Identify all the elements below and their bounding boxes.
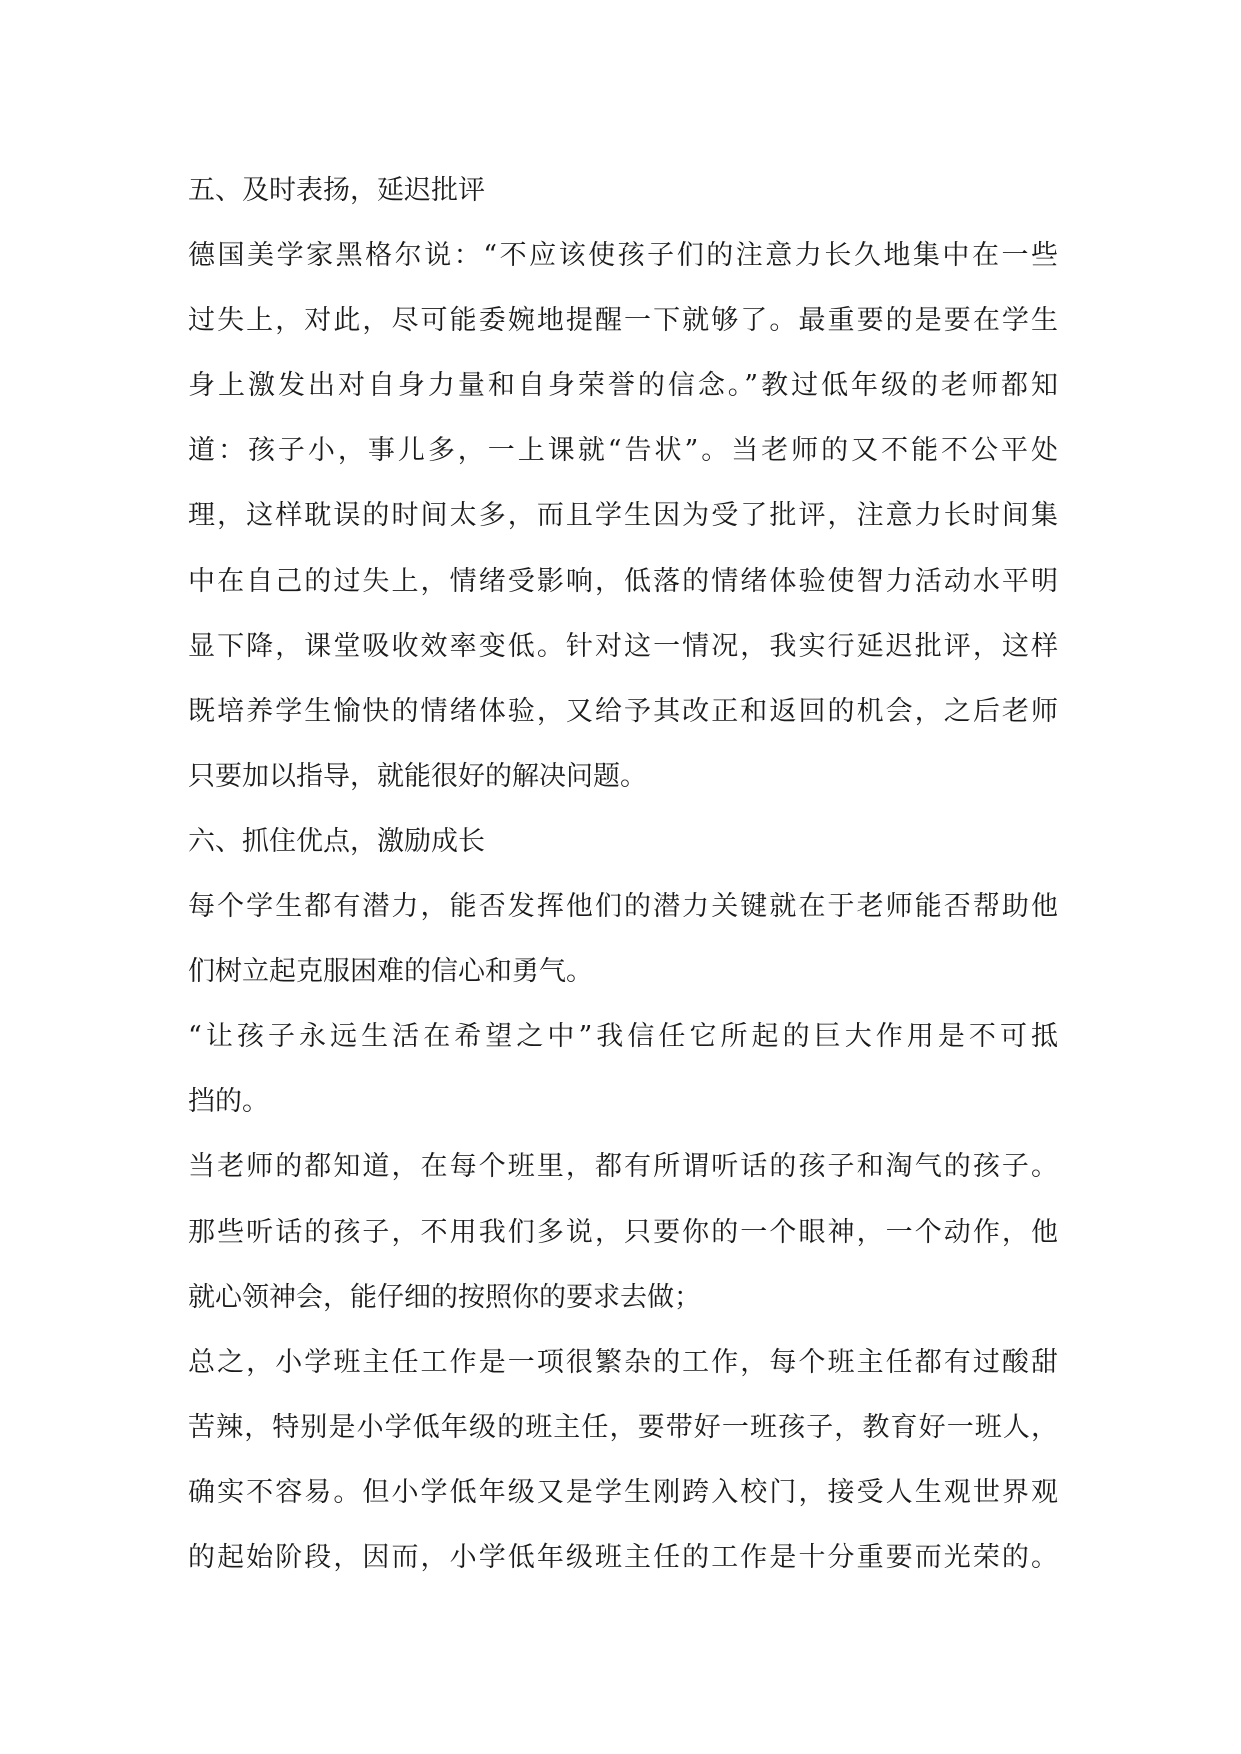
section-heading-6: 六、抓住优点，激励成长 (188, 825, 485, 857)
paragraph-line: 中在自己的过失上，情绪受影响，低落的情绪体验使智力活动水平明 (188, 565, 1058, 597)
section-heading-5: 五、及时表扬，延迟批评 (188, 175, 485, 206)
paragraph-line: 理，这样耽误的时间太多，而且学生因为受了批评，注意力长时间集 (188, 500, 1058, 532)
document-body (188, 158, 1058, 1590)
paragraph-line: 每个学生都有潜力，能否发挥他们的潜力关键就在于老师能否帮助他 (188, 891, 1058, 923)
paragraph-line: 既培养学生愉快的情绪体验，又给予其改正和返回的机会，之后老师 (188, 695, 1058, 727)
paragraph-line: 苦辣，特别是小学低年级的班主任，要带好一班孩子，教育好一班人， (188, 1411, 1058, 1443)
paragraph-line: 的起始阶段，因而，小学低年级班主任的工作是十分重要而光荣的。 (188, 1541, 1058, 1573)
paragraph-line: 过失上，对此，尽可能委婉地提醒一下就够了。最重要的是要在学生 (188, 305, 1058, 337)
paragraph-line: 当老师的都知道，在每个班里，都有所谓听话的孩子和淘气的孩子。 (188, 1151, 1058, 1183)
paragraph-line: “让孩子永远生活在希望之中”我信任它所起的巨大作用是不可抵 (188, 1021, 1058, 1053)
paragraph-line: 只要加以指导，就能很好的解决问题。 (188, 760, 647, 792)
paragraph-line: 德国美学家黑格尔说：“不应该使孩子们的注意力长久地集中在一些 (188, 240, 1058, 272)
paragraph-line: 显下降，课堂吸收效率变低。针对这一情况，我实行延迟批评，这样 (188, 630, 1058, 662)
paragraph-line: 就心领神会，能仔细的按照你的要求去做； (188, 1281, 701, 1313)
paragraph-line: 身上激发出对自身力量和自身荣誉的信念。”教过低年级的老师都知 (188, 370, 1058, 402)
paragraph-line: 们树立起克服困难的信心和勇气。 (188, 956, 593, 988)
paragraph-line: 道：孩子小，事儿多，一上课就“告状”。当老师的又不能不公平处 (188, 435, 1058, 467)
paragraph-line: 总之，小学班主任工作是一项很繁杂的工作，每个班主任都有过酸甜 (188, 1346, 1058, 1378)
paragraph-line: 确实不容易。但小学低年级又是学生刚跨入校门，接受人生观世界观 (188, 1476, 1058, 1508)
paragraph-line: 那些听话的孩子，不用我们多说，只要你的一个眼神，一个动作，他 (188, 1216, 1058, 1248)
paragraph-line: 挡的。 (188, 1086, 269, 1118)
